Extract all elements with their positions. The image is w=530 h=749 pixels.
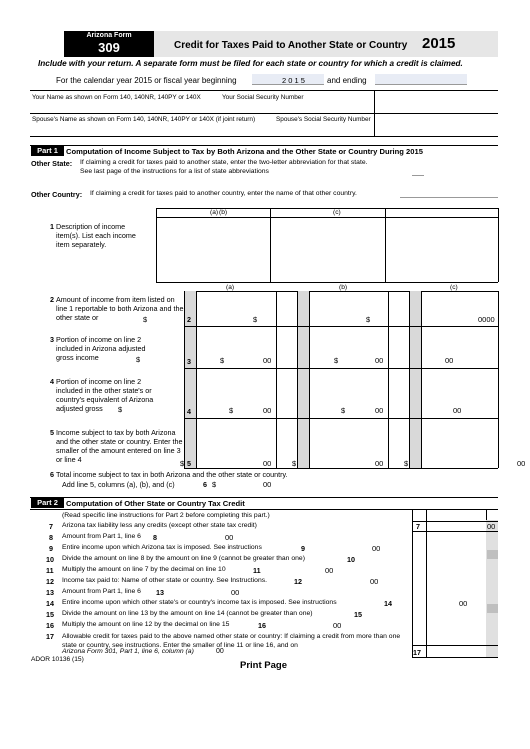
line2-amount-a[interactable]: [198, 307, 252, 317]
form-code: ADOR 10136 (15): [31, 656, 84, 663]
spouse-name-label: Spouse's Name as shown on Form 140, 140NR, 140PY or 140X (if joint return): [32, 116, 256, 123]
line17-text2: Arizona Form 301, Part 1, line 6, column (a): [62, 648, 194, 655]
line12-box: 12: [294, 577, 302, 586]
col-b-header-1: (b): [219, 209, 228, 216]
line17-inline-value: 00: [216, 648, 224, 655]
line6-text1: Total income subject to tax in both Arizona and the other state or country.: [56, 470, 288, 479]
other-state-label: Other State:: [31, 159, 73, 168]
line10-text: Divide the amount on line 8 by the amount on line 9 (cannot be greater than one): [62, 555, 305, 562]
part1-tag: Part 1: [31, 146, 64, 156]
line3-cents-b: 00: [375, 356, 384, 365]
line8-box: 8: [153, 533, 157, 542]
line3-dollar-b: $: [334, 356, 339, 365]
line7-number: 7: [49, 522, 53, 531]
line15-text: Divide the amount on line 13 by the amount on line 14 (cannot be greater than one): [62, 610, 313, 617]
line16-value: 00: [333, 621, 342, 630]
spouse-ssn-label: Spouse's Social Security Number: [276, 116, 371, 123]
line6-box: 6: [203, 480, 207, 489]
line4-dollar-a: $: [229, 406, 234, 415]
other-state-text1: If claiming a credit for taxes paid to another state, enter the two-letter abbreviation for that state.: [80, 159, 368, 166]
line3-number: 3: [50, 335, 54, 344]
line1-number: 1: [50, 222, 54, 231]
line4-box-a: 4: [187, 407, 191, 416]
line10-box: 10: [347, 555, 355, 564]
line4-number: 4: [50, 377, 54, 386]
and-ending-label: and ending: [327, 76, 367, 85]
line9-box: 9: [301, 544, 305, 553]
line1-desc-b[interactable]: [271, 218, 384, 281]
form-year: 2015: [422, 35, 456, 52]
part1-title: Computation of Income Subject to Tax by Both Arizona and the Other State or Country During 2015: [66, 147, 423, 156]
line14-value: 00: [459, 599, 468, 608]
name-label: Your Name as shown on Form 140, 140NR, 140PY or 140X: [32, 94, 201, 101]
calendar-year-label: For the calendar year 2015 or fiscal year beginning: [56, 76, 237, 85]
col-c-header-1: (c): [333, 209, 341, 216]
col-a-header-1: (a): [210, 209, 219, 216]
line6-text2: Add line 5, columns (a), (b), and (c): [62, 480, 175, 489]
line2-dollar-b: $: [366, 315, 371, 324]
line6-dollar: $: [212, 480, 217, 489]
other-country-label: Other Country:: [31, 190, 83, 199]
line2-dollar-label: $: [143, 315, 148, 324]
part2-intro: (Read specific line instructions for Part 2 before completing this part.): [62, 512, 270, 519]
line13-value: 00: [231, 588, 240, 597]
line4-cents-a: 00: [263, 406, 272, 415]
line2-number: 2: [50, 295, 54, 304]
line5-cents-a: 00: [263, 459, 272, 468]
line10-number: 10: [46, 555, 54, 564]
line9-value: 00: [372, 544, 381, 553]
line1-desc-a[interactable]: [157, 218, 269, 281]
country-name-field[interactable]: [400, 188, 498, 198]
name-field[interactable]: [32, 101, 372, 110]
line5-dollar-c: $: [404, 459, 409, 468]
other-country-text: If claiming a credit for taxes paid to another country, enter the name of that other country.: [90, 190, 357, 197]
line5-text: Income subject to tax by both Arizona and the other state or country. Enter the smaller of the amount entered on line 3 or line 4: [56, 428, 183, 464]
form-number: 309: [98, 40, 120, 55]
line7-value: 00: [487, 522, 496, 531]
form-title: Credit for Taxes Paid to Another State or Country: [174, 40, 408, 51]
line5-dollar-a: $: [180, 459, 185, 468]
line13-text: Amount from Part 1, line 6: [62, 588, 141, 595]
fiscal-begin-value: 2 0 1 5: [282, 76, 305, 85]
line11-box: 11: [253, 566, 261, 575]
line8-number: 8: [49, 533, 53, 542]
form-id-box: [64, 31, 154, 57]
line12-text: Income tax paid to: Name of other state or country. See Instructions.: [62, 577, 268, 584]
line9-text: Entire income upon which Arizona tax is imposed. See instructions: [62, 544, 262, 551]
line13-box: 13: [156, 588, 164, 597]
line16-number: 16: [46, 621, 54, 630]
col-b-header-2: (b): [339, 284, 348, 291]
line11-number: 11: [46, 566, 54, 575]
line17-number: 17: [46, 632, 54, 641]
line7-box: 7: [416, 522, 420, 531]
line3-cents-a: 00: [263, 356, 272, 365]
line2-dollar-a: $: [253, 315, 258, 324]
line12-value: 00: [370, 577, 379, 586]
line3-box-a: 3: [187, 357, 191, 366]
line3-dollar-label: $: [136, 355, 141, 364]
line5-dollar-b: $: [292, 459, 297, 468]
line4-dollar-label: $: [118, 405, 123, 414]
line15-number: 15: [46, 610, 54, 619]
line17-box: 17: [413, 648, 421, 657]
form-label: Arizona Form: [86, 32, 132, 39]
line17-text: Allowable credit for taxes paid to the above named other state or country: If claiming a credit from more than one state or country, see instructions. Enter the smaller of line 11 or line 16, and on: [62, 633, 401, 649]
ssn-field[interactable]: [376, 101, 496, 110]
line15-box: 15: [354, 610, 362, 619]
line11-value: 00: [325, 566, 334, 575]
line13-number: 13: [46, 588, 54, 597]
fiscal-end-field[interactable]: [375, 74, 467, 85]
line4-text: Portion of income on line 2 included in the other state's or country's equivalent of Arizona adjusted gross: [56, 377, 154, 413]
line4-cents-b: 00: [375, 406, 384, 415]
line6-number: 6: [50, 470, 54, 479]
line12-number: 12: [46, 577, 54, 586]
print-page-button[interactable]: Print Page: [240, 660, 287, 671]
include-note: Include with your return. A separate form must be filed for each state or country for which a credit is claimed.: [38, 59, 463, 68]
line2-cents-c: 0000: [478, 315, 495, 324]
line9-number: 9: [49, 544, 53, 553]
line14-box: 14: [384, 599, 392, 608]
line5-cents-b: 00: [375, 459, 384, 468]
line4-dollar-b: $: [341, 406, 346, 415]
col-a-header-2: (a): [226, 284, 235, 291]
line16-box: 16: [258, 621, 266, 630]
part2-title: Computation of Other State or Country Tax Credit: [66, 499, 245, 508]
line4-cents-c: 00: [453, 406, 462, 415]
part2-tag: Part 2: [31, 498, 64, 508]
line3-text: Portion of income on line 2 included in Arizona adjusted gross income: [56, 335, 146, 362]
state-abbrev-field[interactable]: [412, 167, 424, 176]
ssn-label: Your Social Security Number: [222, 94, 304, 101]
other-state-text2: See last page of the instructions for a list of state abbreviations: [80, 168, 269, 175]
line14-text: Entire income upon which other state's or country's income tax is imposed. See instructions: [62, 599, 337, 606]
line2-text: Amount of income from item listed on line 1 reportable to both Arizona and the other state or: [56, 295, 184, 322]
line5-number: 5: [50, 428, 54, 437]
line14-number: 14: [46, 599, 54, 608]
line1-text: Description of income item(s). List each income item separately.: [56, 222, 136, 249]
line5-cents-c: 00: [517, 459, 526, 468]
line6-cents: 00: [263, 480, 272, 489]
line8-value: 00: [225, 533, 234, 542]
line11-text: Multiply the amount on line 7 by the decimal on line 10: [62, 566, 226, 573]
line16-text: Multiply the amount on line 12 by the decimal on line 15: [62, 621, 230, 628]
line7-text: Arizona tax liability less any credits (except other state tax credit): [62, 522, 257, 529]
line5-box-a: 5: [187, 459, 191, 468]
line8-text: Amount from Part 1, line 6: [62, 533, 141, 540]
line1-desc-c[interactable]: [386, 218, 497, 281]
col-c-header-2: (c): [450, 284, 458, 291]
line3-dollar-a: $: [220, 356, 225, 365]
line2-box-a: 2: [187, 315, 191, 324]
line3-cents-c: 00: [445, 356, 454, 365]
